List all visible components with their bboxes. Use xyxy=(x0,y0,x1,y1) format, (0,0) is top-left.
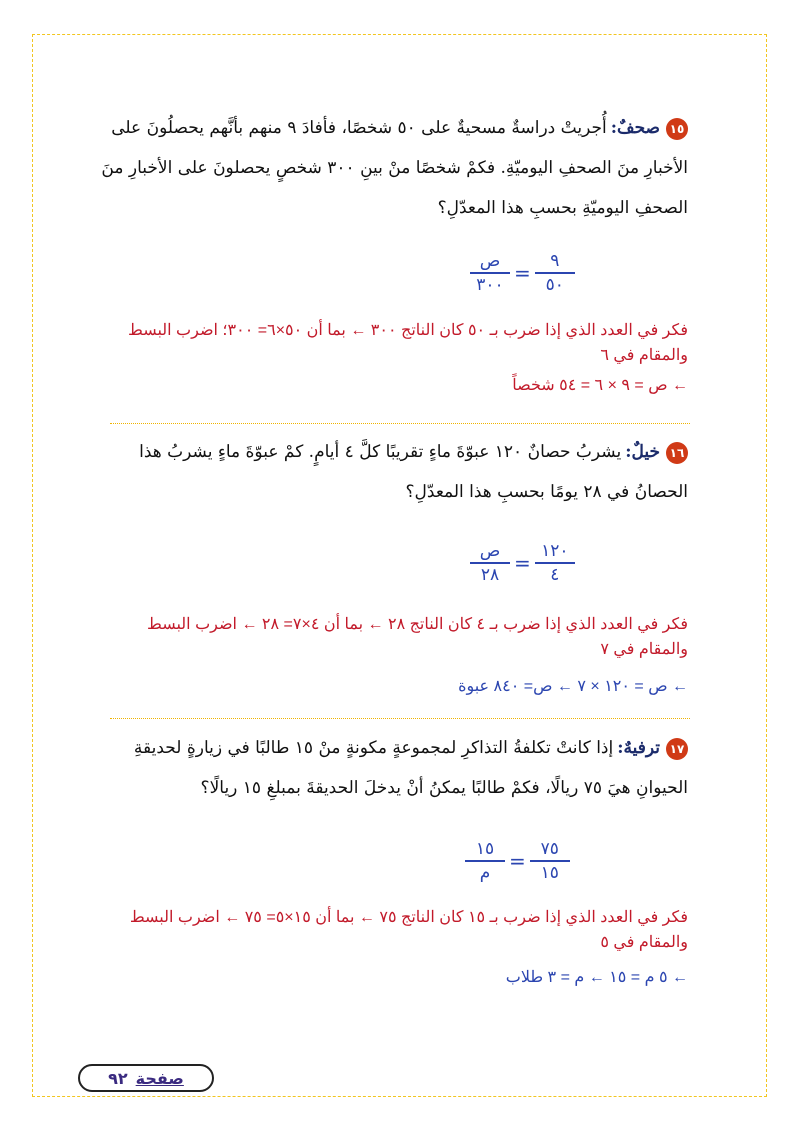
fraction-denominator: ٥٠ xyxy=(545,274,564,295)
fraction-left xyxy=(470,250,510,296)
problem-number-badge: ١٧ xyxy=(666,738,688,760)
problem-16-text xyxy=(88,432,688,512)
problem-15-explanation: فكر في العدد الذي إذا ضرب بـ ٥٠ كان الناتج ٣٠٠ ← بما أن ٥٠×٦= ٣٠٠؛ اضرب البسط والمقام في ٦ xyxy=(128,322,688,364)
fraction-right xyxy=(530,838,570,884)
fraction-denominator: م xyxy=(479,862,491,883)
problem-15-text xyxy=(88,108,688,228)
problem-number-badge: ١٦ xyxy=(666,442,688,464)
fraction-left xyxy=(465,838,505,884)
fraction-numerator: ص xyxy=(479,251,501,271)
problem-number-badge: ١٥ xyxy=(666,118,688,140)
problem-16-proportion xyxy=(470,540,575,586)
problem-17-explanation: فكر في العدد الذي إذا ضرب بـ ١٥ كان الناتج ٧٥ ← بما أن ١٥×٥= ٧٥ ← اضرب البسط والمقام في ٥ xyxy=(129,909,688,951)
problem-17-proportion xyxy=(465,838,570,884)
problem-17-answer: ← ٥ م = ١٥ ← م = ٣ طلاب xyxy=(505,969,688,986)
problem-statement: يشربُ حصانٌ ١٢٠ عبوّةَ ماءٍ تقريبًا كلَّ ٤ أيامٍ. كمْ عبوّةَ ماءٍ يشربُ هذا الحصانُ في ٢٨ يومًا بحسبِ هذا المعدّلِ؟ xyxy=(139,442,688,502)
problem-keyword: ترفيهٌ: xyxy=(617,738,660,758)
equals-sign: = xyxy=(514,550,531,575)
problem-statement: إذا كانتْ تكلفةُ التذاكرِ لمجموعةٍ مكونةٍ منْ ١٥ طالبًا في زيارةٍ لحديقةِ الحيوانِ هيَ ٧٥ ريالًا، فكمْ طالبًا يمكنُ أنْ يدخلَ الحديقةَ بمبلغِ ١٥ ريالًا؟ xyxy=(133,738,688,798)
problem-16-answer: ← ص = ١٢٠ × ٧ ← ص= ٨٤٠ عبوة xyxy=(458,678,688,695)
page-label: صفحة xyxy=(135,1068,184,1088)
fraction-right xyxy=(535,250,575,296)
section-divider xyxy=(110,718,690,719)
fraction-right xyxy=(535,540,575,586)
fraction-denominator: ٣٠٠ xyxy=(476,274,504,295)
fraction-left xyxy=(470,540,510,586)
fraction-numerator: ٧٥ xyxy=(540,839,559,859)
problem-keyword: صحفٌ: xyxy=(610,118,660,138)
problem-keyword: خيلٌ: xyxy=(625,442,660,462)
page-number: ٩٢ xyxy=(108,1068,128,1088)
fraction-denominator: ١٥ xyxy=(540,862,559,883)
problem-statement: أُجريتْ دراسةٌ مسحيةٌ على ٥٠ شخصًا، فأفادَ ٩ منهم بأنَّهم يحصلُونَ على الأخبارِ منَ الصحفِ اليوميّةِ. فكمْ شخصًا منْ بينِ ٣٠٠ شخصٍ يحصلونَ على الأخبارِ منَ الصحفِ اليوميّةِ بحسبِ هذا المعدّلِ؟ xyxy=(101,118,688,218)
section-divider xyxy=(110,423,690,424)
problem-16-explanation: فكر في العدد الذي إذا ضرب بـ ٤ كان الناتج ٢٨ ← بما أن ٤×٧= ٢٨ ← اضرب البسط والمقام في ٧ xyxy=(147,616,688,658)
fraction-denominator: ٢٨ xyxy=(480,564,500,585)
problem-15-answer: ← ص = ٩ × ٦ = ٥٤ شخصاً xyxy=(512,377,688,394)
fraction-numerator: ١٥ xyxy=(475,839,495,859)
fraction-numerator: ١٢٠ xyxy=(541,541,569,561)
fraction-numerator: ص xyxy=(479,541,501,561)
page-number-badge xyxy=(78,1064,214,1092)
problem-17-text xyxy=(88,728,688,808)
fraction-denominator: ٤ xyxy=(550,564,560,585)
equals-sign: = xyxy=(514,260,531,285)
fraction-numerator: ٩ xyxy=(550,251,560,271)
problem-15-proportion xyxy=(470,250,575,296)
equals-sign: = xyxy=(509,848,526,873)
